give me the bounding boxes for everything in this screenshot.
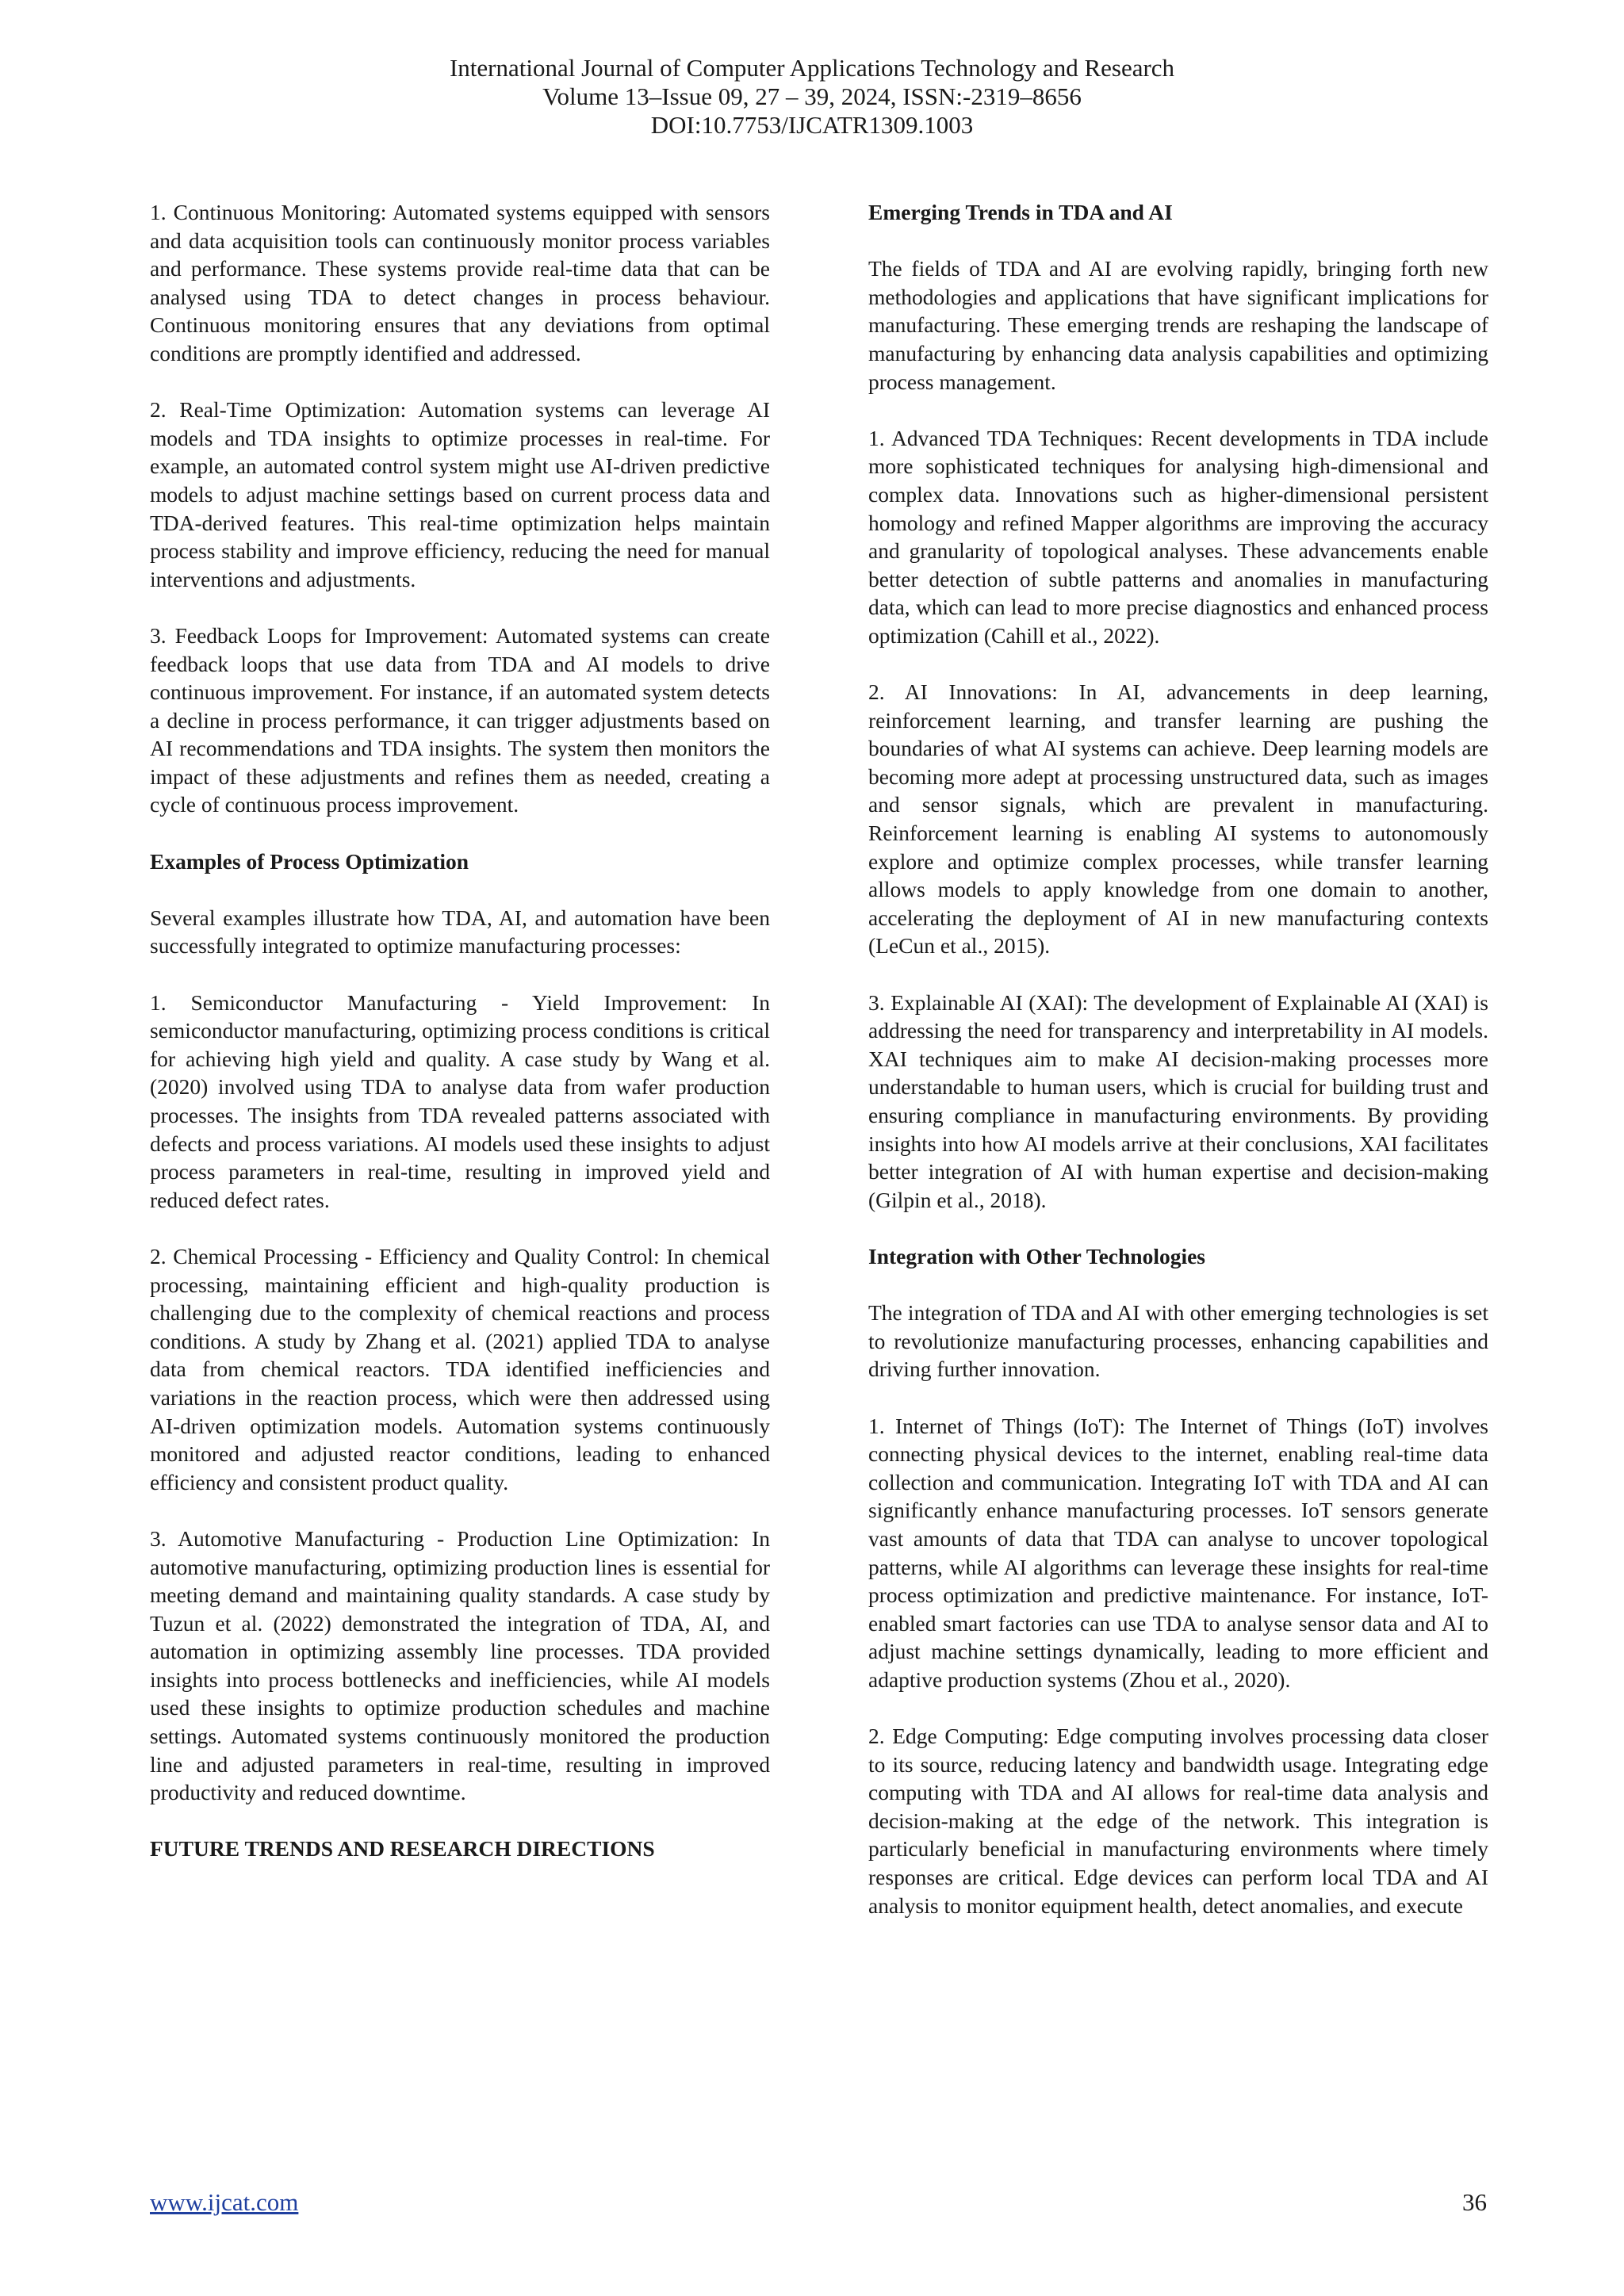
paragraph: 3. Explainable AI (XAI): The development of Explainable AI (XAI) is addressing the need for transparency and interpretability in AI models. XAI techniques aim to make AI decision-making processes more understandable to human users, which is crucial for building trust and ensuring compliance in manufacturing environments. By providing insights into how AI models arrive at their conclusions, XAI facilitates better integration of AI with human expertise and decision-making (Gilpin et al., 2018). [868, 989, 1488, 1212]
paragraph: 3. Feedback Loops for Improvement: Automated systems can create feedback loops that use data from TDA and AI models to drive continuous improvement. For instance, if an automated system detects a decline in process performance, it can trigger adjustments based on AI recommendations and TDA insights. The system then monitors the impact of these adjustments and refines them as needed, creating a cycle of continuous process improvement. [150, 622, 770, 817]
paragraph: 2. AI Innovations: In AI, advancements in deep learning, reinforcement learning, and transfer learning are pushing the boundaries of what AI systems can achieve. Deep learning models are becoming more adept at processing unstructured data, such as images and sensor signals, which are prevalent in manufacturing. Reinforcement learning is enabling AI systems to autonomously explore and optimize complex processes, while transfer learning allows models to apply knowledge from one domain to another, accelerating the deployment of AI in new manufacturing contexts (LeCun et al., 2015). [868, 679, 1488, 959]
right-column [868, 198, 1488, 1948]
section-heading: Emerging Trends in TDA and AI [868, 200, 1173, 224]
paragraph: The fields of TDA and AI are evolving rapidly, bringing forth new methodologies and applications that have significant implications for manufacturing. These emerging trends are reshaping the landscape of manufacturing by enhancing data analysis capabilities and optimizing process management. [868, 256, 1488, 394]
paragraph: 2. Chemical Processing - Efficiency and Quality Control: In chemical processing, maintaining efficient and high-quality production is challenging due to the complexity of chemical reactions and process conditions. A study by Zhang et al. (2021) applied TDA to analyse data from chemical reactors. TDA identified inefficiencies and variations in the reaction process, which were then addressed using AI-driven optimization models. Automation systems continuously monitored and adjusted reactor conditions, leading to enhanced efficiency and consistent product quality. [150, 1243, 770, 1494]
paragraph: 1. Semiconductor Manufacturing - Yield Improvement: In semiconductor manufacturing, optimizing process conditions is critical for achieving high yield and quality. A case study by Wang et al. (2020) involved using TDA to analyse data from wafer production processes. The insights from TDA revealed patterns associated with defects and process variations. AI models used these insights to adjust process parameters in real-time, resulting in improved yield and reduced defect rates. [150, 989, 770, 1212]
page-number: 36 [1462, 2188, 1487, 2216]
paragraph: 3. Automotive Manufacturing - Production Line Optimization: In automotive manufacturing, optimizing production lines is essential for meeting demand and maintaining quality standards. A case study by Tuzun et al. (2022) demonstrated the integration of TDA, AI, and automation in optimizing assembly line processes. TDA provided insights into process bottlenecks and inefficiencies, while AI models used these insights to optimize production schedules and machine settings. Automated systems continuously monitored the production line and adjusted parameters in real-time, resulting in improved productivity and reduced downtime. [150, 1525, 770, 1805]
left-column [150, 198, 770, 1892]
section-heading: FUTURE TRENDS AND RESEARCH DIRECTIONS [150, 1836, 655, 1862]
paragraph: Several examples illustrate how TDA, AI, and automation have been successfully integrated to optimize manufacturing processes: [150, 905, 770, 959]
paragraph: 1. Internet of Things (IoT): The Internet of Things (IoT) involves connecting physical devices to the internet, enabling real-time data collection and communication. Integrating IoT with TDA and AI can significantly enhance manufacturing processes. IoT sensors generate vast amounts of data that TDA can analyse to uncover topological patterns, while AI algorithms can leverage these insights for real-time process optimization and predictive maintenance. For instance, IoT-enabled smart factories can use TDA to analyse sensor data and AI to adjust machine settings dynamically, leading to more efficient and adaptive production systems (Zhou et al., 2020). [868, 1413, 1488, 1692]
page-header [0, 54, 1624, 140]
journal-title: International Journal of Computer Applications Technology and Research [449, 54, 1175, 82]
journal-website-link[interactable]: www.ijcat.com [150, 2188, 299, 2216]
paragraph: 2. Edge Computing: Edge computing involves processing data closer to its source, reducing latency and bandwidth usage. Integrating edge computing with TDA and AI allows for real-time data analysis and decision-making at the edge of the network. This integration is particularly beneficial in manufacturing environments where timely responses are critical. Edge devices can perform local TDA and AI analysis to monitor equipment health, detect anomalies, and execute [868, 1724, 1488, 1918]
section-heading: Examples of Process Optimization [150, 848, 469, 874]
paragraph: 1. Continuous Monitoring: Automated systems equipped with sensors and data acquisition tools can continuously monitor process variables and performance. These systems provide real-time data that can be analysed using TDA to detect changes in process behaviour. Continuous monitoring ensures that any deviations from optimal conditions are promptly identified and addressed. [150, 200, 770, 365]
journal-doi: DOI:10.7753/IJCATR1309.1003 [650, 111, 974, 139]
section-heading: Integration with Other Technologies [868, 1243, 1206, 1269]
journal-volume: Volume 13–Issue 09, 27 – 39, 2024, ISSN:-2319–8656 [542, 82, 1082, 110]
paragraph: 2. Real-Time Optimization: Automation systems can leverage AI models and TDA insights to optimize processes in real-time. For example, an automated control system might use AI-driven predictive models to adjust machine settings based on current process data and TDA-derived features. This real-time optimization helps maintain process stability and improve efficiency, reducing the need for manual interventions and adjustments. [150, 397, 770, 591]
paragraph: The integration of TDA and AI with other emerging technologies is set to revolutionize manufacturing processes, enhancing capabilities and driving further innovation. [868, 1300, 1488, 1382]
paragraph: 1. Advanced TDA Techniques: Recent developments in TDA include more sophisticated techniques for analysing high-dimensional and complex data. Innovations such as higher-dimensional persistent homology and refined Mapper algorithms are improving the accuracy and granularity of topological analyses. These advancements enable better detection of subtle patterns and anomalies in manufacturing data, which can lead to more precise diagnostics and enhanced process optimization (Cahill et al., 2022). [868, 425, 1488, 648]
